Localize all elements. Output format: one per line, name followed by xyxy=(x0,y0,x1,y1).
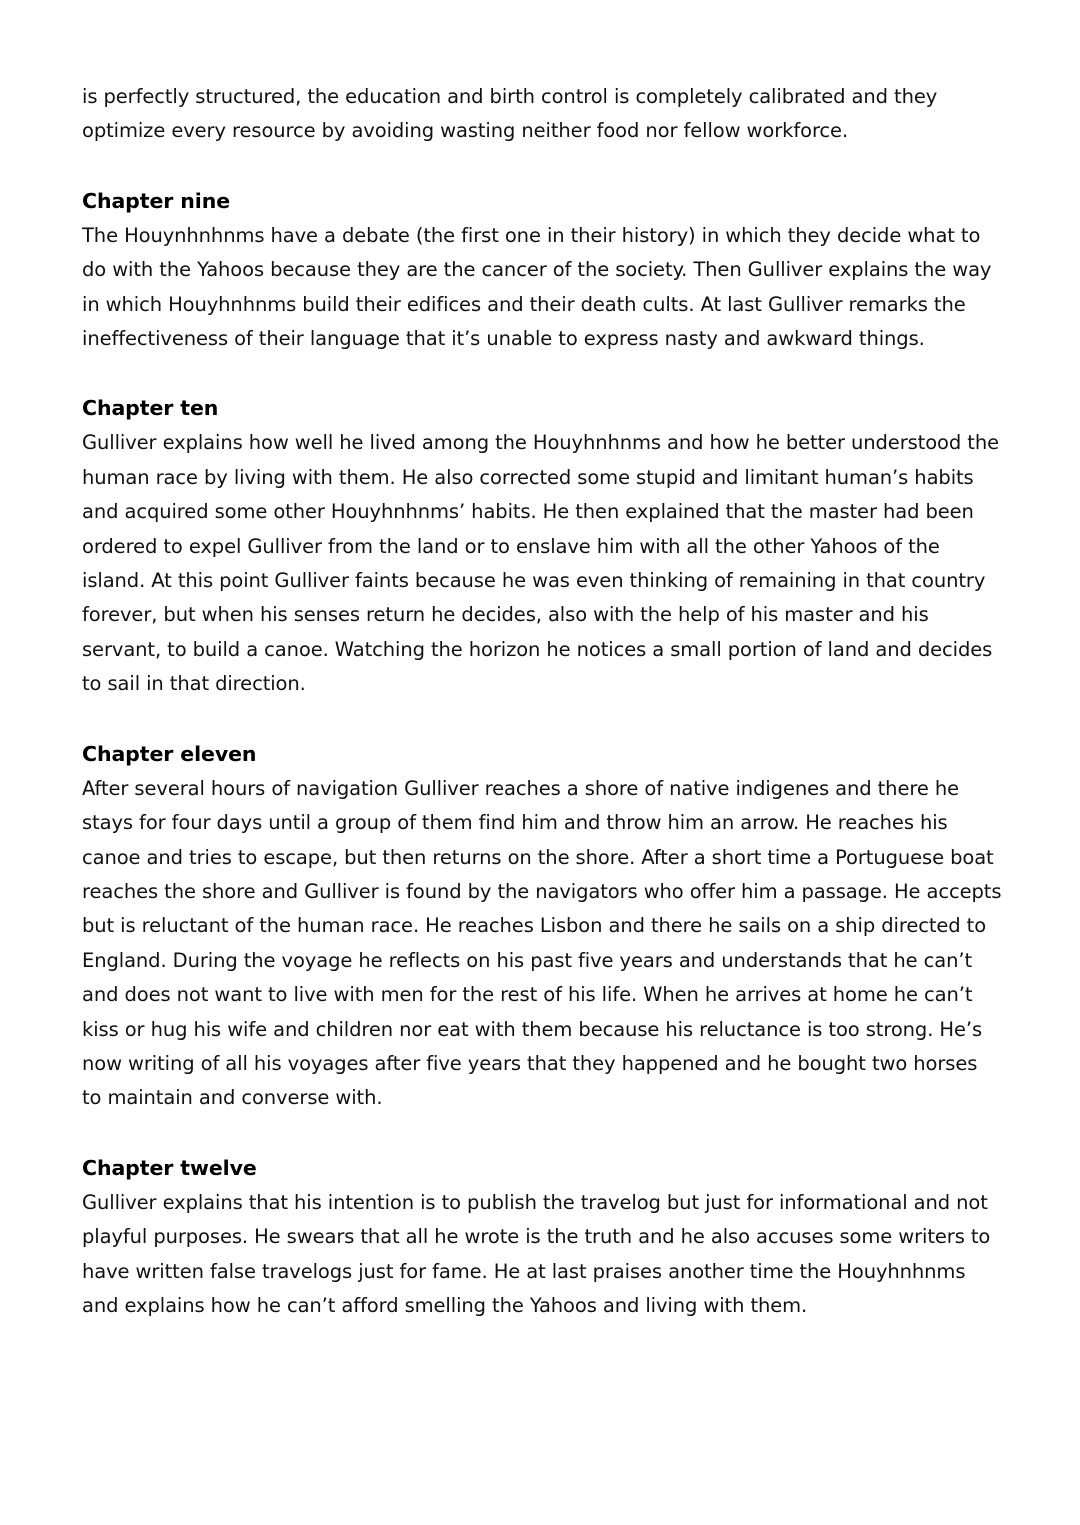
chapter-nine-section xyxy=(82,183,1002,357)
chapter-twelve-paragraph: Gulliver explains that his intention is to publish the travelog but just for informational and not playful purposes. He swears that all he wrote is the truth and he also accuses some writers to have written false travelogs just for fame. He at last praises another time the Houyhnhnms and explains how he can’t afford smelling the Yahoos and living with them. xyxy=(82,1190,991,1317)
chapter-eleven-heading: Chapter eleven xyxy=(82,741,257,766)
chapter-twelve-heading: Chapter twelve xyxy=(82,1155,257,1180)
chapter-twelve-section xyxy=(82,1150,1002,1324)
intro-paragraph: is perfectly structured, the education and birth control is completely calibrated and they optimize every resource by avoiding wasting neither food nor fellow workforce. xyxy=(82,85,938,143)
chapter-ten-paragraph: Gulliver explains how well he lived among the Houyhnhnms and how he better understood the human race by living with them. He also corrected some stupid and limitant human’s habits and acquired some other Houyhnhnms’ habits. He then explained that the master had been ordered to expel Gulliver from the land or to enslave him with all the other Yahoos of the island. At this point Gulliver faints because he was even thinking of remaining in that country forever, but when his senses return he decides, also with the help of his master and his servant, to build a canoe. Watching the horizon he notices a small portion of land and decides to sail in that direction. xyxy=(82,431,999,696)
chapter-nine-paragraph: The Houynhnhnms have a debate (the first one in their history) in which they decide what to do with the Yahoos because they are the cancer of the society. Then Gulliver explains the way in which Houyhnhnms build their edifices and their death cults. At last Gulliver remarks the ineffectiveness of their language that it’s unable to express nasty and awkward things. xyxy=(82,223,992,351)
chapter-ten-heading: Chapter ten xyxy=(82,396,219,421)
chapter-nine-heading: Chapter nine xyxy=(82,188,231,213)
chapter-ten-section xyxy=(82,390,1002,701)
chapter-eleven-paragraph: After several hours of navigation Gulliver reaches a shore of native indigenes and there he stays for four days until a group of them find him and throw him an arrow. He reaches his canoe and tries to escape, but then returns on the shore. After a short time a Portuguese boat reaches the shore and Gulliver is found by the navigators who offer him a passage. He accepts but is reluctant of the human race. He reaches Lisbon and there he sails on a ship directed to England. During the voyage he reflects on his past five years and understands that he can’t and does not want to live with men for the rest of his life. When he arrives at home he can’t kiss or hug his wife and children nor eat with them because his reluctance is too strong. He’s now writing of all his voyages after five years that they happened and he bought two horses to maintain and converse with. xyxy=(82,776,1002,1110)
document-page xyxy=(82,80,1002,1323)
chapter-eleven-section xyxy=(82,736,1002,1116)
